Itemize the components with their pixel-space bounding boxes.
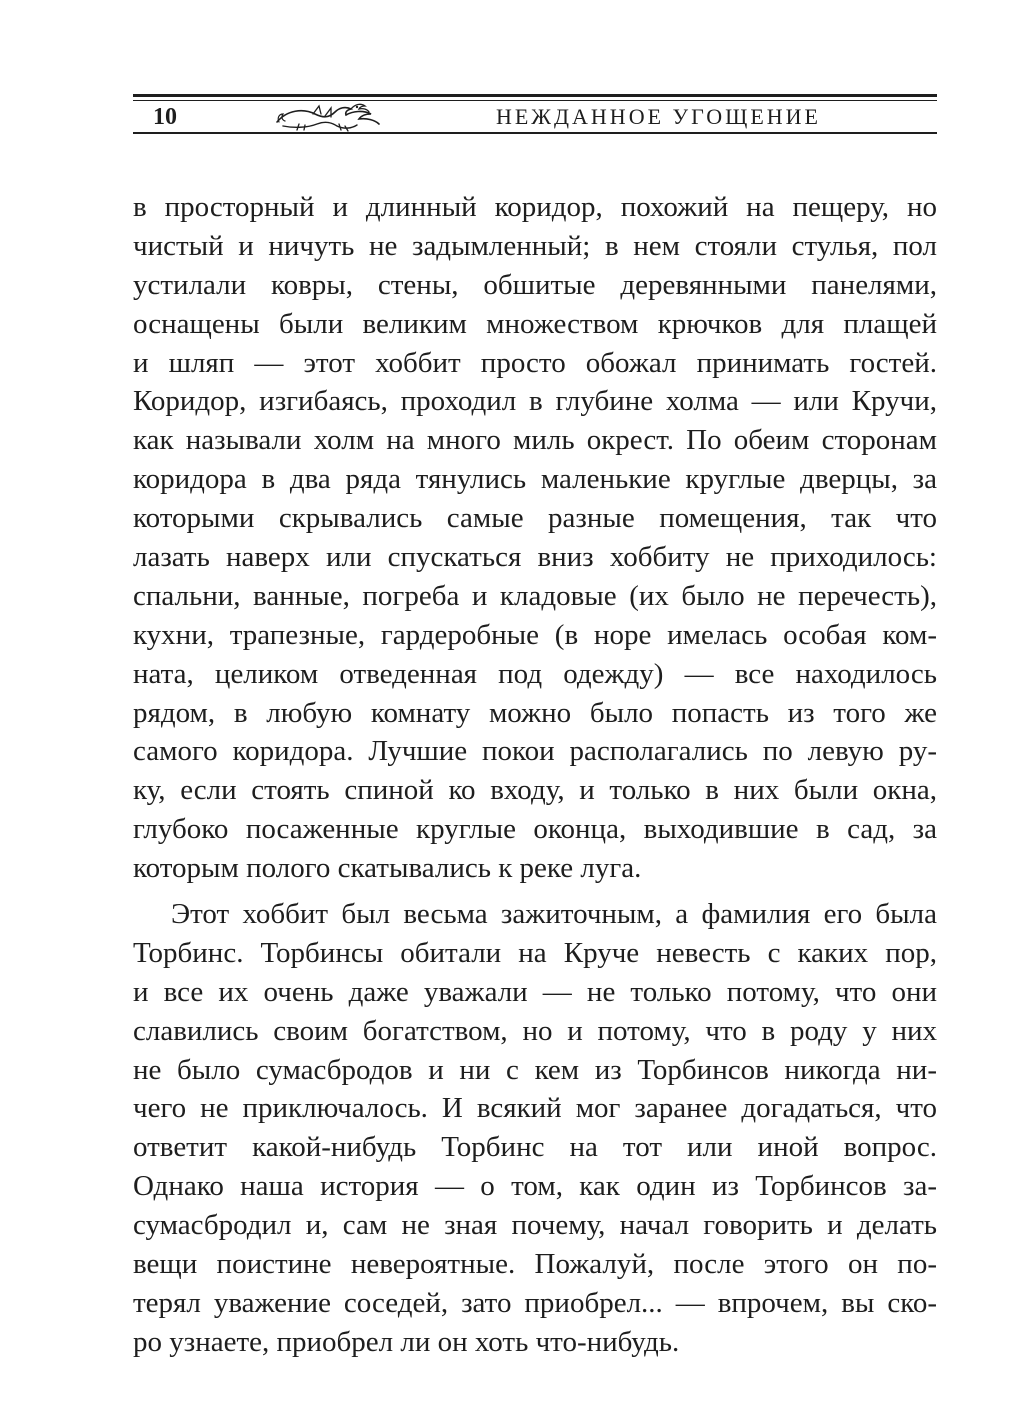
text-line: оснащены были великим множеством крючков для плащей: [133, 307, 937, 340]
text-line: ро узнаете, приобрел ли он хоть что-нибудь.: [133, 1325, 680, 1358]
text-line: сумасбродил и, сам не зная почему, начал говорить и делать: [133, 1209, 937, 1242]
text-line: лазать наверх или спускаться вниз хоббиту не приходилось:: [133, 541, 937, 574]
text-line: не было сумасбродов и ни с кем из Торбинсов никогда ни-: [133, 1053, 937, 1086]
paragraph-gap: [133, 888, 937, 895]
text-line: которыми скрывались самые разные помещения, так что: [133, 502, 937, 535]
text-line: ната, целиком отведенная под одежду) — все находилось: [133, 657, 937, 690]
text-line: самого коридора. Лучшие покои располагались по левую ру-: [133, 735, 937, 768]
text-line: спальни, ванные, погреба и кладовые (их было не перечесть),: [133, 579, 937, 612]
header-rule-thin: [133, 100, 937, 101]
text-line: ку, если стоять спиной ко входу, и только в них были окна,: [133, 774, 937, 807]
text-line: коридора в два ряда тянулись маленькие круглые дверцы, за: [133, 463, 937, 496]
text-line: кухни, трапезные, гардеробные (в норе имелась особая ком-: [133, 618, 937, 651]
text-line: как называли холм на много миль окрест. По обеим сторонам: [133, 424, 937, 457]
text-line: Однако наша история — о том, как один из Торбинсов за-: [133, 1170, 937, 1203]
page-number: 10: [153, 104, 177, 130]
text-line: славились своим богатством, но и потому, что в роду у них: [133, 1014, 937, 1047]
text-line: вещи поистине невероятные. Пожалуй, после этого он по-: [133, 1248, 937, 1281]
text-line: и все их очень даже уважали — не только потому, что они: [133, 975, 937, 1008]
text-line: терял уважение соседей, зато приобрел... — впрочем, вы ско-: [133, 1286, 937, 1319]
dragon-ornament-icon: [273, 100, 383, 132]
paragraph-2: [133, 895, 937, 1362]
text-line: устилали ковры, стены, обшитые деревянными панелями,: [133, 268, 937, 301]
text-line: глубоко посаженные круглые оконца, выходившие в сад, за: [133, 813, 937, 846]
text-line: Коридор, изгибаясь, проходил в глубине холма — или Кручи,: [133, 385, 937, 418]
header-rule-bottom: [133, 132, 937, 134]
text-body: [133, 188, 937, 1362]
running-title: НЕЖДАННОЕ УГОЩЕНИЕ: [495, 104, 821, 129]
text-line: которым полого скатывались к реке луга.: [133, 852, 642, 885]
text-line: чего не приключалось. И всякий мог заранее догадаться, что: [133, 1092, 937, 1125]
header-rule-thick: [133, 94, 937, 97]
text-line: ответит какой-нибудь Торбинс на тот или иной вопрос.: [133, 1131, 937, 1164]
text-line: Этот хоббит был весьма зажиточным, а фамилия его была: [171, 898, 937, 931]
text-line: чистый и ничуть не задымленный; в нем стояли стулья, пол: [133, 229, 937, 262]
text-line: рядом, в любую комнату можно было попасть из того же: [133, 696, 937, 729]
running-header: [133, 94, 937, 136]
paragraph-1: [133, 188, 937, 888]
text-line: Торбинс. Торбинсы обитали на Круче невесть с каких пор,: [133, 936, 937, 969]
text-line: и шляп — этот хоббит просто обожал принимать гостей.: [133, 346, 937, 379]
text-line: в просторный и длинный коридор, похожий на пещеру, но: [133, 191, 937, 223]
